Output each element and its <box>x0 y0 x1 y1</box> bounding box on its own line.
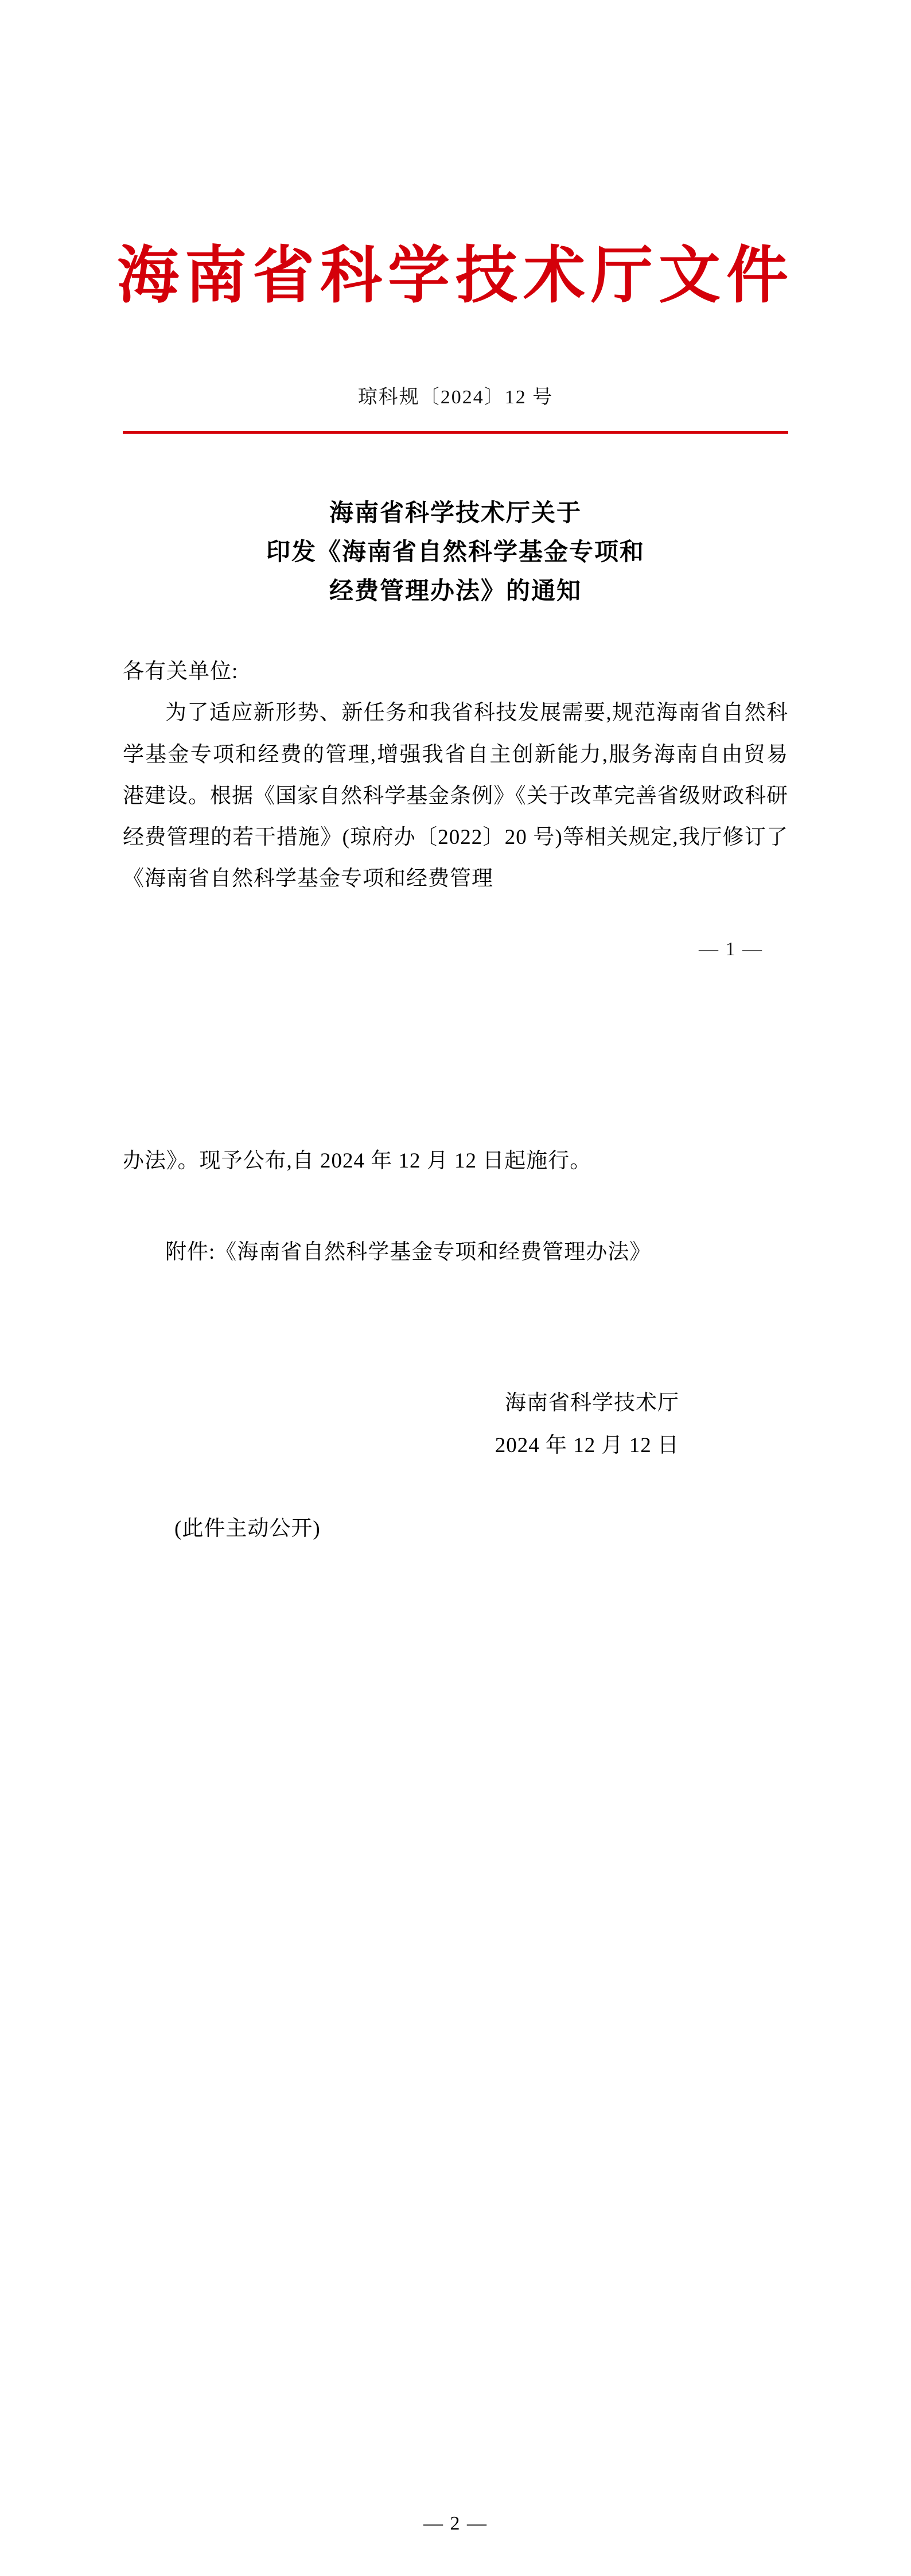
page-number-2: — 2 — <box>423 2513 488 2534</box>
signature-organization: 海南省科学技术厅 <box>505 1391 679 1415</box>
masthead-title: 海南省科学技术厅文件 <box>116 242 794 310</box>
document-title <box>0 494 911 611</box>
public-disclosure-note: (此件主动公开) <box>174 1516 321 1540</box>
title-line-3: 经费管理办法》的通知 <box>329 578 582 605</box>
page-number-1: — 1 — <box>699 939 763 960</box>
title-line-1: 海南省科学技术厅关于 <box>329 500 582 527</box>
signature-block <box>123 1382 788 1467</box>
body-paragraph-1-continued: 办法》。现予公布,自 2024 年 12 月 12 日起施行。 <box>123 1149 592 1173</box>
document-body <box>123 611 788 1550</box>
masthead <box>0 0 911 312</box>
red-divider-rule <box>123 431 788 434</box>
title-line-2: 印发《海南省自然科学基金专项和 <box>266 539 645 566</box>
document-number: 琼科规〔2024〕12 号 <box>357 387 554 408</box>
attachment-line: 附件:《海南省自然科学基金专项和经费管理办法》 <box>165 1240 652 1264</box>
page-break-gap <box>123 968 788 1141</box>
signature-date: 2024 年 12 月 12 日 <box>495 1433 679 1457</box>
salutation: 各有关单位: <box>123 660 239 684</box>
body-paragraph-1: 为了适应新形势、新任务和我省科技发展需要,规范海南省自然科学基金专项和经费的管理,增强我省自主创新能力,服务海南自由贸易港建设。根据《国家自然科学基金条例》《关于改革完善省级财政科研经费管理的若干措施》(琼府办〔2022〕20 号)等相关规定,我厅修订了《海南省自然科学基金专项和经费管理 <box>123 701 788 890</box>
